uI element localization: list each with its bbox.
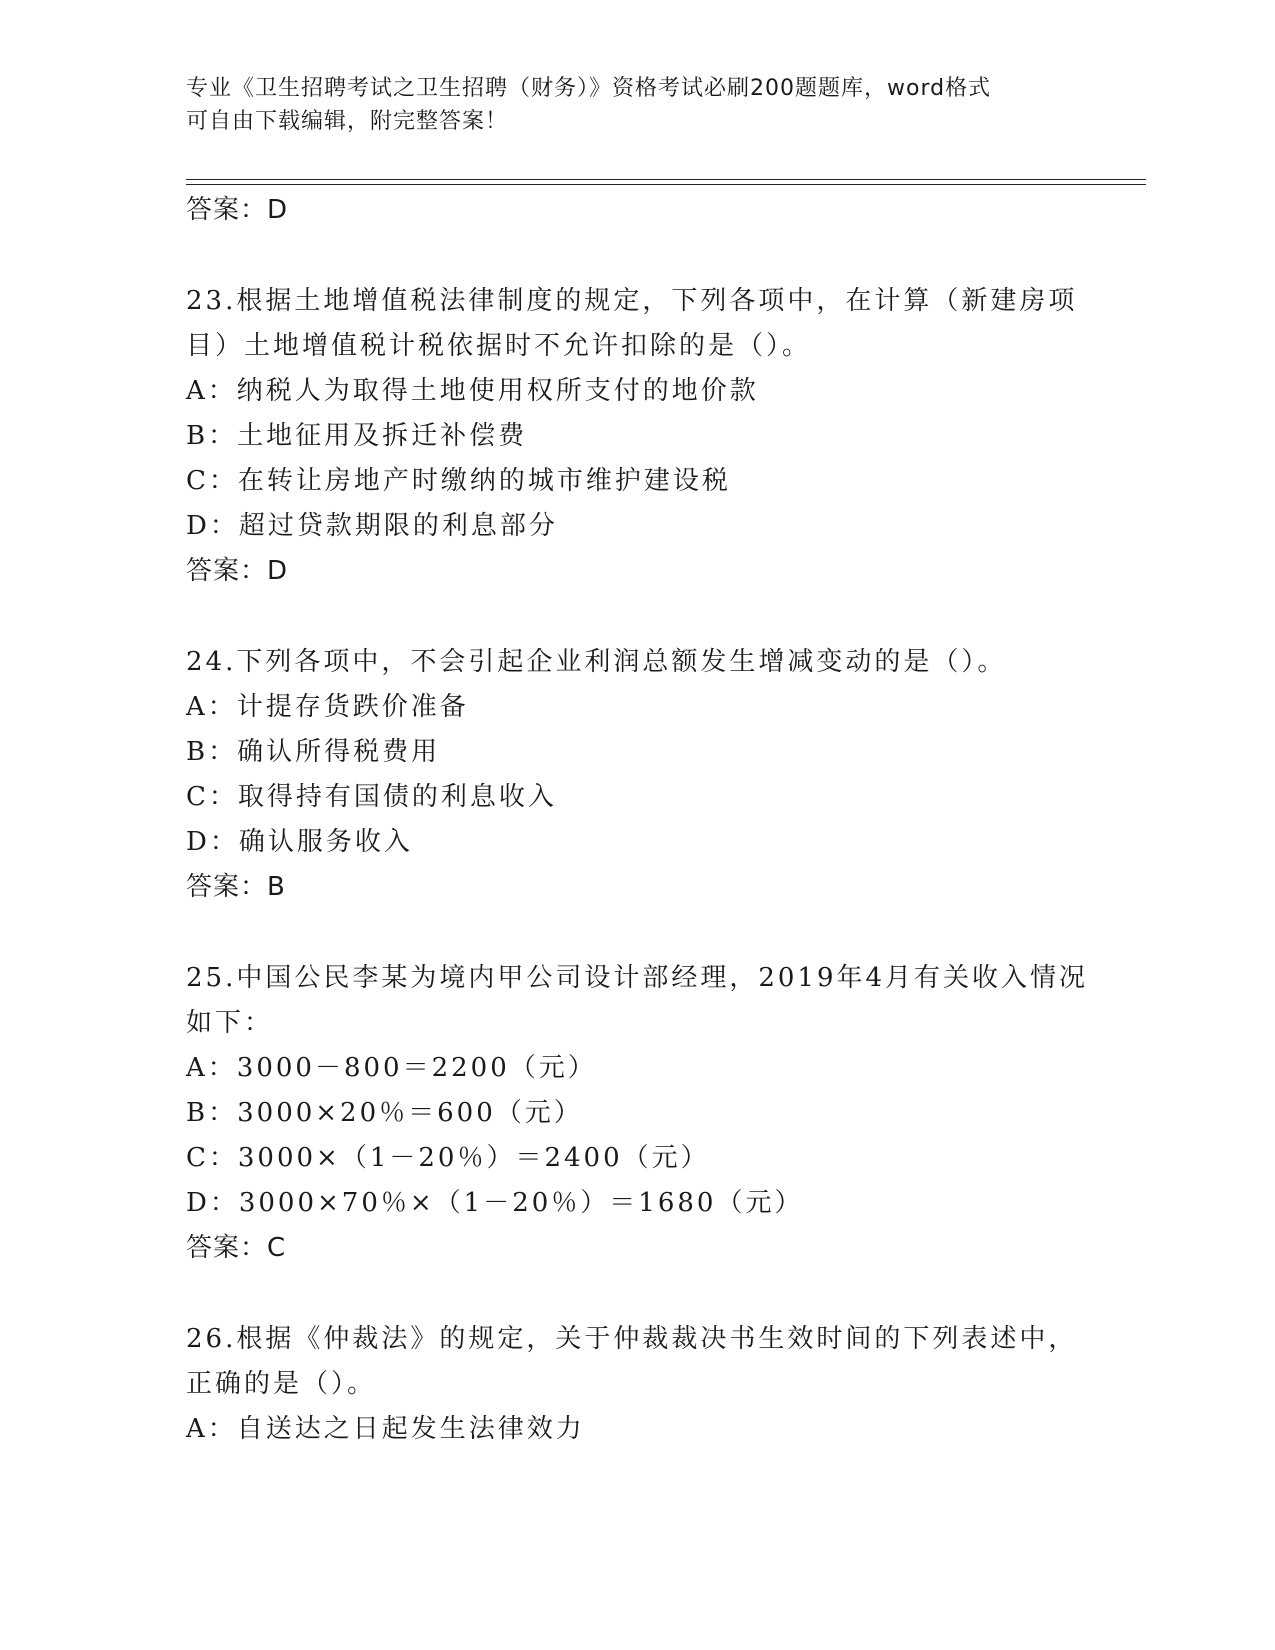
question-list <box>186 188 1126 1452</box>
option-a: A：自送达之日起发生法律效力 <box>186 1414 585 1444</box>
question-stem-line: 25.中国公民李某为境内甲公司设计部经理，2019年4月有关收入情况 <box>186 963 1089 993</box>
option-c: C：在转让房地产时缴纳的城市维护建设税 <box>186 466 731 496</box>
header-divider-bottom <box>186 184 1146 185</box>
question-26 <box>186 1317 1126 1452</box>
option-d: D：3000×70％×（1－20％）＝1680（元） <box>186 1188 804 1218</box>
header-line-1: 专业《卫生招聘考试之卫生招聘（财务）》资格考试必刷200题题库，word格式 <box>186 76 992 101</box>
header-line-2: 可自由下载编辑，附完整答案！ <box>186 109 509 134</box>
document-header <box>186 72 1086 138</box>
question-stem-line: 正确的是（）。 <box>186 1369 377 1399</box>
question-stem-line: 26.根据《仲裁法》的规定，关于仲裁裁决书生效时间的下列表述中， <box>186 1324 1078 1354</box>
option-d: D：确认服务收入 <box>186 827 413 857</box>
option-b: B：3000×20％＝600（元） <box>186 1098 583 1128</box>
option-a: A：3000－800＝2200（元） <box>186 1053 597 1083</box>
option-c: C：3000×（1－20％）＝2400（元） <box>186 1143 710 1173</box>
previous-answer: 答案：D <box>186 195 289 225</box>
option-a: A：纳税人为取得土地使用权所支付的地价款 <box>186 376 759 406</box>
option-d: D：超过贷款期限的利息部分 <box>186 511 558 541</box>
answer: 答案：B <box>186 872 286 902</box>
question-25 <box>186 956 1126 1271</box>
question-24 <box>186 640 1126 910</box>
question-stem-line: 23.根据土地增值税法律制度的规定，下列各项中，在计算（新建房项 <box>186 286 1078 316</box>
answer: 答案：D <box>186 556 289 586</box>
option-b: B：土地征用及拆迁补偿费 <box>186 421 528 451</box>
question-stem-line: 目）土地增值税计税依据时不允许扣除的是（）。 <box>186 331 812 361</box>
question-stem-line: 如下： <box>186 1008 274 1038</box>
question-23 <box>186 279 1126 594</box>
option-c: C：取得持有国债的利息收入 <box>186 782 557 812</box>
answer: 答案：C <box>186 1233 287 1263</box>
option-b: B：确认所得税费用 <box>186 737 441 767</box>
header-divider-top <box>186 179 1146 180</box>
option-a: A：计提存货跌价准备 <box>186 692 469 722</box>
question-stem-line: 24.下列各项中，不会引起企业利润总额发生增减变动的是（）。 <box>186 647 1007 677</box>
